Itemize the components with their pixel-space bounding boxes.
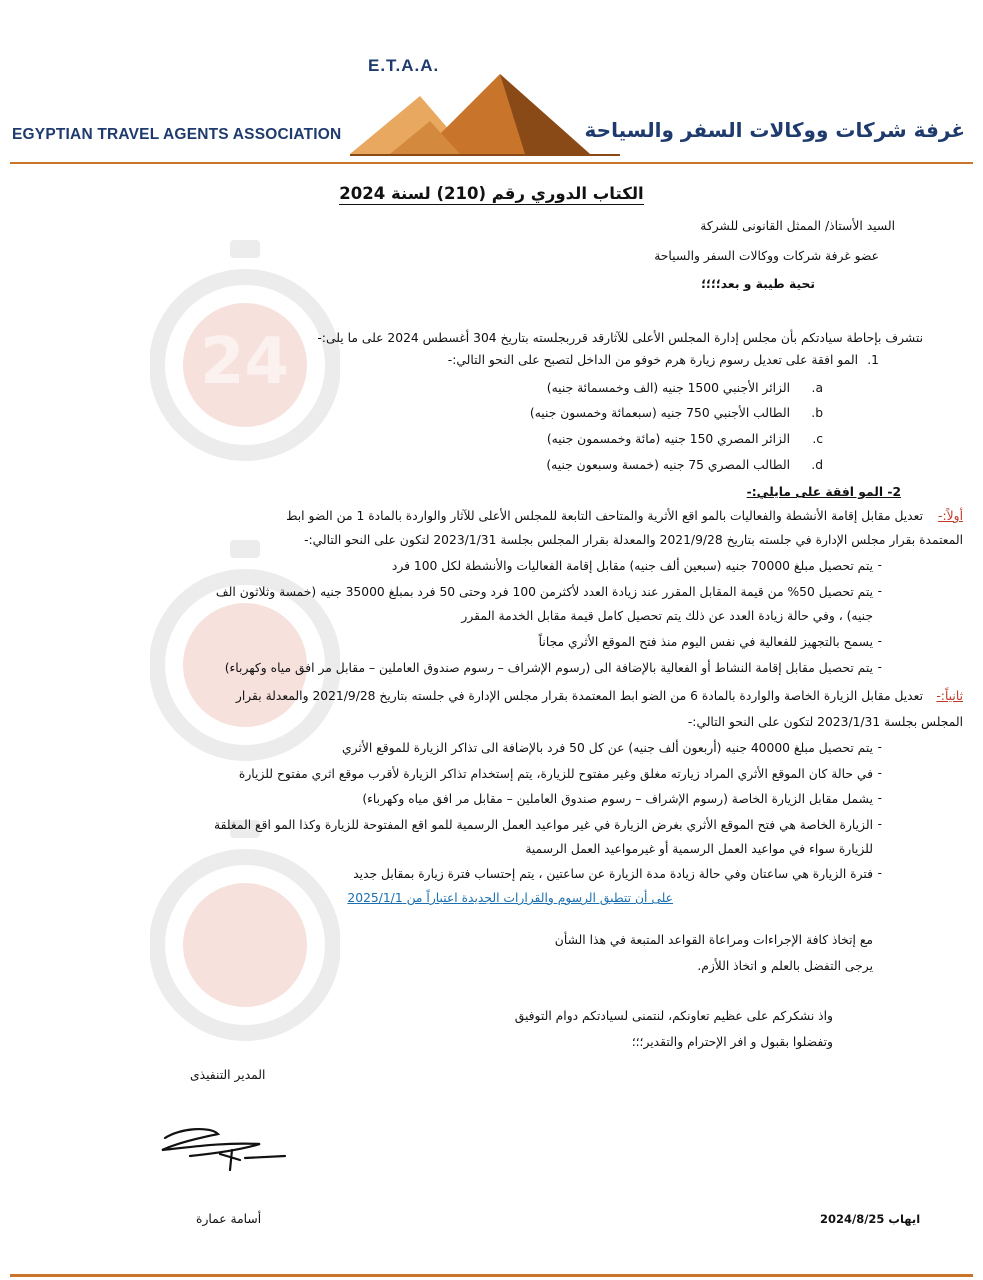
bullet-item: يسمح بالتجهيز للفعالية في نفس اليوم منذ فتح الموقع الأثري مجاناً (538, 635, 873, 649)
closing-line: وتفضلوا بقبول و افر الإحترام والتقدير؛؛؛ (631, 1035, 833, 1049)
bullet-dash: - (877, 660, 882, 674)
bullet-item: يتم تحصيل مبلغ 70000 جنيه (سبعين ألف جنيه) مقابل إقامة الفعاليات والأنشطة لكل 100 فرد (391, 559, 873, 573)
item1-sub-label: d. (811, 458, 823, 472)
item2-second-label: ثانياً:- (936, 689, 963, 703)
bullet-dash: - (877, 634, 882, 648)
item1-sub-text: الطالب الأجنبي 750 جنيه (سبعمائة وخمسون جنيه) (529, 406, 790, 420)
document-title (0, 184, 983, 203)
signature-icon (150, 1120, 290, 1180)
item2-second-text: تعديل مقابل الزيارة الخاصة والواردة بالمادة 6 من الضو ابط المعتمدة بقرار مجلس الإدارة في جلسته بتاريخ 2021/9/28 والمعدلة بقرار (235, 689, 923, 703)
salutation-line: تحية طيبة و بعد؛؛؛؛ (701, 277, 815, 291)
bullet-item: فترة الزيارة هي ساعتان وفي حالة زيادة مدة الزيارة عن ساعتين ، يتم إحتساب فترة زيارة بمقابل جديد (353, 867, 873, 881)
bullet-dash: - (877, 817, 882, 831)
bullet-dash: - (877, 866, 882, 880)
document-title-text: الكتاب الدوري رقم (210) لسنة 2024 (339, 184, 644, 203)
bullet-item: في حالة كان الموقع الأثري المراد زيارته مغلق وغير مفتوح للزيارة، يتم إستخدام تذاكر الزيارة لأقرب موقع اثري مفتوح للزيارة (238, 767, 873, 781)
watermark-stopwatch-icon (150, 540, 340, 770)
watermark-number: 24 (200, 325, 290, 399)
bullet-dash: - (877, 584, 882, 598)
item2-first-text: تعديل مقابل إقامة الأنشطة والفعاليات بالمو اقع الأثرية والمتاحف التابعة للمجلس الأعلى للآثار والواردة بالمادة 1 من الضو ابط (286, 509, 923, 523)
item1-sub-label: a. (811, 381, 823, 395)
bullet-item: يتم تحصيل مقابل إقامة النشاط أو الفعالية بالإضافة الى (رسوم الإشراف – رسوم صندوق العاملين – مقابل مر افق مياه وكهرباء) (224, 661, 873, 675)
bullet-item: يشمل مقابل الزيارة الخاصة (رسوم الإشراف – رسوم صندوق العاملين – مقابل مر افق مياه وكهرباء) (362, 792, 873, 806)
bullet-dash: - (877, 791, 882, 805)
item1-sub-text: الزائر المصري 150 جنيه (مائة وخمسمون جنيه) (546, 432, 790, 446)
bullet-dash: - (877, 558, 882, 572)
header-divider (10, 162, 973, 164)
bullet-item: يتم تحصيل مبلغ 40000 جنيه (أربعون ألف جنيه) عن كل 50 فرد بالإضافة الى تذاكر الزيارة للموقع الأثري (342, 741, 873, 755)
reference-date: 2024/8/25 ايهاب (820, 1212, 921, 1226)
org-name-english: EGYPTIAN TRAVEL AGENTS ASSOCIATION (12, 126, 342, 143)
bullet-item: يتم تحصيل 50% من قيمة المقابل المقرر عند زيادة العدد لأكثرمن 100 فرد وحتى 50 فرد بمبلغ 35000 جنيه (خمسة وثلاثون الف (215, 585, 873, 599)
item1-sub-label: b. (811, 406, 823, 420)
salutation-line: السيد الأستاذ/ الممثل القانونى للشركة (700, 219, 895, 233)
bullet-item: الزيارة الخاصة هي فتح الموقع الأثري بغرض الزيارة في غير مواعيد العمل الرسمية للمو اقع المفتوحة للزيارة وكذا المو اقع المغلقة (214, 818, 873, 832)
closing-line: يرجى التفضل بالعلم و اتخاذ اللأزم. (697, 959, 873, 973)
effective-date-link[interactable]: على أن تتطبق الرسوم والقرارات الجديدة اعتباراً من 2025/1/1 (347, 891, 673, 905)
closing-line: واذ نشكركم على عظيم تعاونكم، لنتمنى لسيادتكم دوام التوفيق (514, 1009, 833, 1023)
signatory-name: أسامة عمارة (196, 1212, 262, 1226)
signatory-title: المدير التنفيذى (190, 1068, 266, 1082)
item2-first-text: المعتمدة بقرار مجلس الإدارة في جلسته بتاريخ 2021/9/28 والمعدلة بقرار المجلس بجلسة 2023/1/31 لتكون على النحو التالي:- (304, 533, 963, 547)
item1-sub-text: الزائر الأجنبي 1500 جنيه (الف وخمسمائة جنيه) (546, 381, 790, 395)
item2-first-label: أولاً:- (938, 509, 963, 523)
pyramids-logo-icon (350, 66, 620, 156)
item1-text: المو افقة على تعديل رسوم زيارة هرم خوفو من الداخل لتصبح على النحو التالي:- (447, 353, 858, 367)
bullet-dash: - (877, 740, 882, 754)
item1-number: 1. (867, 353, 879, 367)
org-abbrev: E.T.A.A. (368, 56, 440, 75)
salutation-line: عضو غرفة شركات ووكالات السفر والسياحة (654, 249, 879, 263)
item1-sub-label: c. (812, 432, 823, 446)
item2-second-text: المجلس بجلسة 2023/1/31 لتكون على النحو التالي:- (687, 715, 963, 729)
item1-sub-text: الطالب المصري 75 جنيه (خمسة وسبعون جنيه) (546, 458, 790, 472)
footer-divider (10, 1274, 973, 1277)
bullet-item: للزيارة سواء في مواعيد العمل الرسمية أو غيرمواعيد العمل الرسمية (525, 842, 873, 856)
item2-heading: 2- المو افقة على مايلي:- (746, 485, 901, 499)
bullet-dash: - (877, 766, 882, 780)
closing-line: مع إتخاذ كافة الإجراءات ومراعاة القواعد المتبعة في هذا الشأن (554, 933, 873, 947)
org-name-arabic: غرفة شركات ووكالات السفر والسياحة (584, 118, 965, 142)
bullet-item: جنيه) ، وفي حالة زيادة العدد عن ذلك يتم تحصيل كامل قيمة مقابل الخدمة المقرر (461, 609, 873, 623)
intro-paragraph: نتشرف بإحاطة سيادتكم بأن مجلس إدارة المجلس الأعلى للآثارقد قرربجلسته بتاريخ 304 أغسطس 2024 على ما يلى:- (317, 331, 923, 345)
